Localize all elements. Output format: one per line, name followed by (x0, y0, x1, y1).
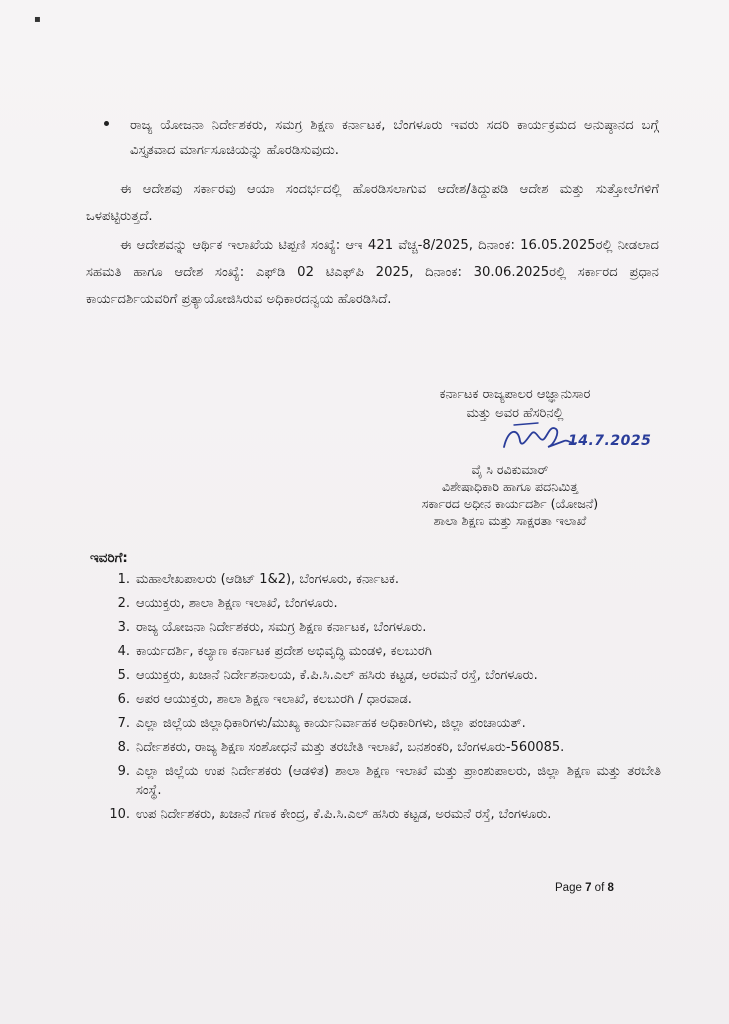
list-item: 8. ನಿರ್ದೇಶಕರು, ರಾಜ್ಯ ಶಿಕ್ಷಣ ಸಂಶೋಧನೆ ಮತ್ತು ತರಬೇತಿ ಇಲಾಖೆ, ಬನಶಂಕರಿ, ಬೆಂಗಳೂರು-560085. (117, 740, 565, 755)
signer-department: ಶಾಲಾ ಶಿಕ್ಷಣ ಮತ್ತು ಸಾಕ್ಷರತಾ ಇಲಾಖೆ (433, 513, 587, 528)
authority-line-2: ಮತ್ತು ಅವರ ಹೆಸರಿನಲ್ಲಿ (466, 406, 564, 421)
signature (498, 419, 658, 459)
bullet-item (104, 113, 659, 163)
signer-block (340, 461, 680, 529)
recipients-heading: ಇವರಿಗೆ: (90, 550, 128, 566)
paragraph-scope: ಈ ಆದೇಶವು ಸರ್ಕಾರವು ಆಯಾ ಸಂದರ್ಭದಲ್ಲಿ ಹೊರಡಿಸಲಾಗುವ ಆದೇಶ/ತಿದ್ದುಪಡಿ ಆದೇಶ ಮತ್ತು ಸುತ್ತೋಲೆಗಳಿಗೆ ಒಳಪಟ್ಟಿರುತ್ತದೆ. (86, 182, 659, 224)
bullet-dot (104, 121, 109, 126)
list-item: 9. ಎಲ್ಲಾ ಜಿಲ್ಲೆಯ ಉಪ ನಿರ್ದೇಶಕರು (ಆಡಳಿತ) ಶಾಲಾ ಶಿಕ್ಷಣ ಇಲಾಖೆ ಮತ್ತು ಪ್ರಾಂಶುಪಾಲರು, ಜಿಲ್ಲಾ ಶಿಕ್ಷಣ ಮತ್ತು ತರಬೇತಿ ಸಂಸ್ಥೆ. (117, 764, 661, 798)
signer-designation-2: ಸರ್ಕಾರದ ಅಧೀನ ಕಾರ್ಯದರ್ಶಿ (ಯೋಜನೆ) (421, 496, 599, 511)
list-item: 2. ಆಯುಕ್ತರು, ಶಾಲಾ ಶಿಕ್ಷಣ ಇಲಾಖೆ, ಬೆಂಗಳೂರು. (117, 596, 338, 611)
list-item: 5. ಆಯುಕ್ತರು, ಖಜಾನೆ ನಿರ್ದೇಶನಾಲಯ, ಕೆ.ಪಿ.ಸಿ.ಎಲ್ ಹಸಿರು ಕಟ್ಟಡ, ಅರಮನೆ ರಸ್ತೆ, ಬೆಂಗಳೂರು. (117, 668, 538, 683)
list-item: 1. ಮಹಾಲೇಖಪಾಲರು (ಆಡಿಟ್ 1&2), ಬೆಂಗಳೂರು, ಕರ್ನಾಟಕ. (117, 572, 400, 587)
list-item: 4. ಕಾರ್ಯದರ್ಶಿ, ಕಲ್ಯಾಣ ಕರ್ನಾಟಕ ಪ್ರದೇಶ ಅಭಿವೃದ್ಧಿ ಮಂಡಳಿ, ಕಲಬುರಗಿ (117, 644, 432, 659)
list-item: 7. ಎಲ್ಲಾ ಜಿಲ್ಲೆಯ ಜಿಲ್ಲಾಧಿಕಾರಿಗಳು/ಮುಖ್ಯ ಕಾರ್ಯನಿರ್ವಾಹಕ ಅಧಿಕಾರಿಗಳು, ಜಿಲ್ಲಾ ಪಂಚಾಯತ್. (117, 716, 526, 731)
recipients-list (108, 570, 661, 829)
list-item: 3. ರಾಜ್ಯ ಯೋಜನಾ ನಿರ್ದೇಶಕರು, ಸಮಗ್ರ ಶಿಕ್ಷಣ ಕರ್ನಾಟಕ, ಬೆಂಗಳೂರು. (117, 620, 427, 635)
list-item: 10. ಉಪ ನಿರ್ದೇಶಕರು, ಖಜಾನೆ ಗಣಕ ಕೇಂದ್ರ, ಕೆ.ಪಿ.ಸಿ.ಎಲ್ ಹಸಿರು ಕಟ್ಟಡ, ಅರಮನೆ ರಸ್ತೆ, ಬೆಂಗಳೂರು. (109, 807, 552, 822)
paragraph-authority: ಈ ಆದೇಶವನ್ನು ಆರ್ಥಿಕ ಇಲಾಖೆಯ ಟಿಪ್ಪಣಿ ಸಂಖ್ಯೆ: ಆಇ 421 ವೆಚ್ಚ-8/2025, ದಿನಾಂಕ: 16.05.2025ರಲ್ಲಿ ನೀಡಲಾದ ಸಹಮತಿ ಹಾಗೂ ಆದೇಶ ಸಂಖ್ಯೆ: ಎಫ್‌ಡಿ 02 ಟಿಎಫ್‌ಪಿ 2025, ದಿನಾಂಕ: 30.06.2025ರಲ್ಲಿ ಸರ್ಕಾರದ ಪ್ರಧಾನ ಕಾರ್ಯದರ್ಶಿಯವರಿಗೆ ಪ್ರತ್ಯಾಯೋಜಿಸಿರುವ ಅಧಿಕಾರದನ್ವಯ ಹೊರಡಿಸಿದೆ. (86, 238, 659, 307)
signer-name: ವೈ ಸಿ ರವಿಕುಮಾರ್ (471, 462, 549, 477)
signature-scribble (498, 419, 578, 459)
authority-line-1: ಕರ್ನಾಟಕ ರಾಜ್ಯಪಾಲರ ಆಜ್ಞಾನುಸಾರ (439, 387, 591, 402)
signature-date: 14.7.2025 (568, 433, 652, 449)
bullet-item-text: ರಾಜ್ಯ ಯೋಜನಾ ನಿರ್ದೇಶಕರು, ಸಮಗ್ರ ಶಿಕ್ಷಣ ಕರ್ನಾಟಕ, ಬೆಂಗಳೂರು ಇವರು ಸದರಿ ಕಾರ್ಯಕ್ರಮದ ಅನುಷ್ಠಾನದ ಬಗ್ಗೆ ವಿಸ್ತೃತವಾದ ಮಾರ್ಗಸೂಚಿಯನ್ನು ಹೊರಡಿಸುವುದು. (130, 118, 659, 158)
list-item: 6. ಅಪರ ಆಯುಕ್ತರು, ಶಾಲಾ ಶಿಕ್ಷಣ ಇಲಾಖೆ, ಕಲಬುರಗಿ / ಧಾರವಾಡ. (117, 692, 412, 707)
signer-designation-1: ವಿಶೇಷಾಧಿಕಾರಿ ಹಾಗೂ ಪದನಿಮಿತ್ತ (441, 479, 579, 494)
page-number: Page 7 of 8 (555, 882, 614, 894)
scan-mark: ▪ (34, 14, 41, 25)
authority-block (365, 385, 665, 423)
